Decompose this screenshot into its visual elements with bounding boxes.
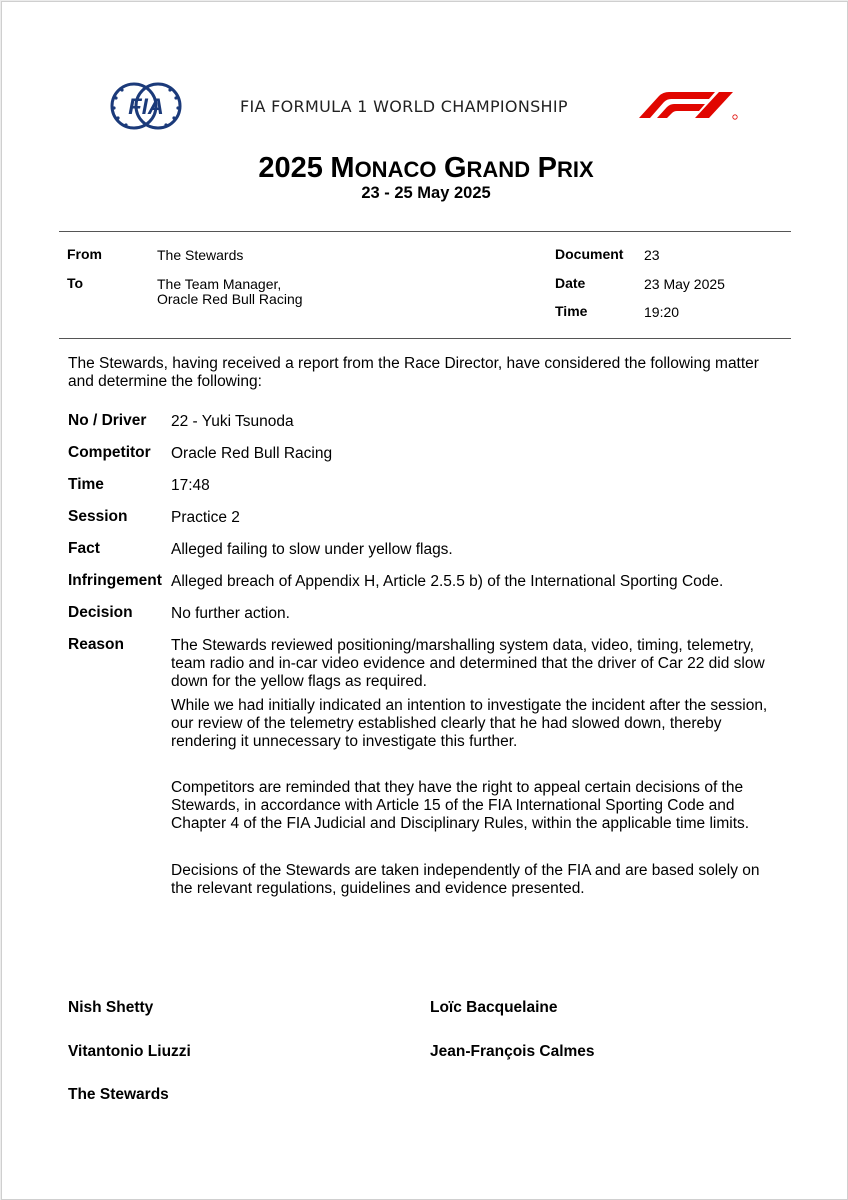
fact-value: Alleged failing to slow under yellow flags. (171, 541, 453, 558)
signatory-name: Vitantonio Liuzzi (68, 1043, 191, 1060)
from-label: From (67, 246, 102, 262)
date-value: 23 May 2025 (644, 276, 725, 292)
driver-label: No / Driver (68, 412, 147, 429)
document-label: Document (555, 246, 624, 262)
signatory-name: Loïc Bacquelaine (430, 999, 558, 1016)
infringement-label: Infringement (68, 572, 162, 589)
document-number: 23 (644, 247, 660, 263)
fact-label: Fact (68, 540, 100, 557)
intro-paragraph: The Stewards, having received a report from the Race Director, have considered the following matter and determine the following: (68, 355, 759, 390)
infringement-value: Alleged breach of Appendix H, Article 2.5.5 b) of the International Sporting Code. (171, 573, 724, 590)
event-dates: 23 - 25 May 2025 (361, 184, 491, 202)
bottom-divider (59, 338, 791, 339)
to-label: To (67, 275, 84, 291)
top-divider (59, 231, 791, 232)
championship-title: FIA FORMULA 1 WORLD CHAMPIONSHIP (240, 97, 568, 116)
svg-text:FIA: FIA (128, 94, 164, 119)
signatory-name: Nish Shetty (68, 999, 154, 1016)
decision-label: Decision (68, 604, 133, 621)
time-label: Time (555, 303, 588, 319)
session-label: Session (68, 508, 128, 525)
event-title: 2025 MONACO GRAND PRIX (258, 152, 594, 184)
competitor-label: Competitor (68, 444, 151, 461)
session-value: Practice 2 (171, 509, 240, 526)
competitor-value: Oracle Red Bull Racing (171, 445, 333, 462)
signatory-name: Jean-François Calmes (430, 1043, 595, 1060)
to-value-line2: Oracle Red Bull Racing (157, 291, 303, 307)
date-label: Date (555, 275, 586, 291)
reason-label: Reason (68, 636, 124, 653)
document-page (1, 1, 848, 1200)
fia-logo-icon (110, 82, 182, 130)
driver-value: 22 - Yuki Tsunoda (171, 413, 294, 430)
reason-paragraph-2: While we had initially indicated an intention to investigate the incident after the session, our review of the telemetry established clearly that he had slowed down, thereby rendering it unnecessary to investigate this further. (171, 697, 768, 750)
incident-time-label: Time (68, 476, 104, 493)
decision-value: No further action. (171, 605, 290, 622)
time-value: 19:20 (644, 304, 680, 320)
f1-logo-icon (637, 90, 739, 122)
reason-paragraph-1: The Stewards reviewed positioning/marshalling system data, video, timing, telemetry, team radio and in-car video evidence and determined that the driver of Car 22 did slow down for the yellow flags as required. (171, 637, 765, 690)
to-value-line1: The Team Manager, (157, 276, 282, 292)
incident-time-value: 17:48 (171, 477, 210, 494)
appeal-notice: Competitors are reminded that they have the right to appeal certain decisions of the Stewards, in accordance with Article 15 of the FIA International Sporting Code and Chapter 4 of the FIA Judicial and Disciplinary Rules, within the applicable time limits. (171, 779, 750, 832)
stewards-signoff: The Stewards (68, 1086, 169, 1103)
from-value: The Stewards (157, 247, 244, 263)
independence-notice: Decisions of the Stewards are taken independently of the FIA and are based solely on the relevant regulations, guidelines and evidence presented. (171, 862, 760, 897)
